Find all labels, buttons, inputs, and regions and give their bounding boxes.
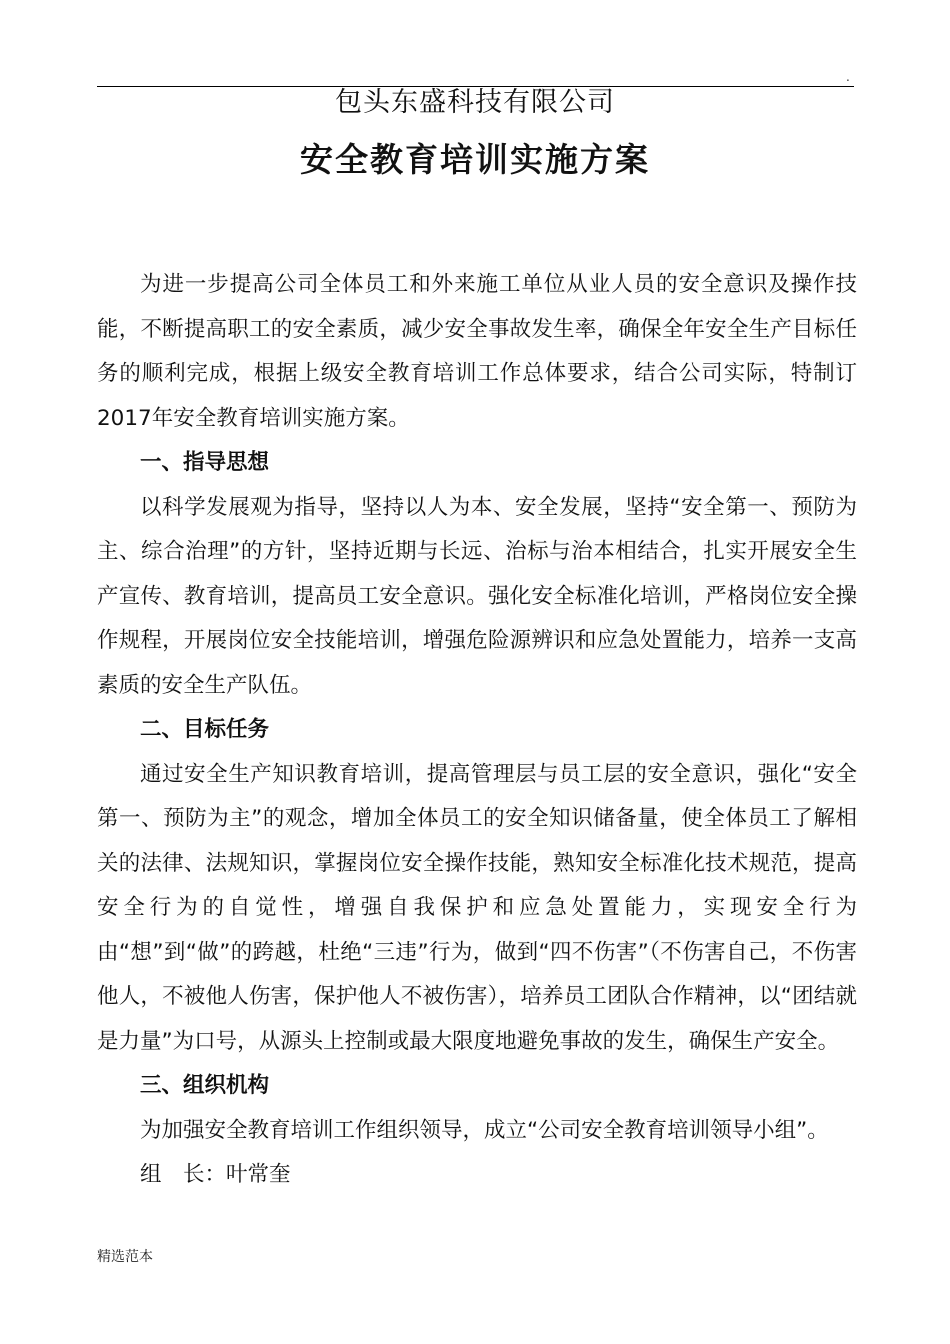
section-heading-goals: 二、目标任务 [140,717,270,742]
document-title: 安全教育培训实施方案 [300,140,650,179]
leader-line: 组 长：叶常奎 [140,1162,291,1187]
intro-paragraph: 为进一步提高公司全体员工和外来施工单位从业人员的安全意识及操作技能，不断提高职工的安全素质，减少安全事故发生率，确保全年安全生产目标任务的顺利完成，根据上级安全教育培训工作总体要求，结合公司实际，特制订2017年安全教育培训实施方案。 [97,272,857,431]
document-body [97,263,857,1198]
header-mark: . [846,70,850,84]
footer-note: 精选范本 [97,1249,153,1265]
section-text-organization: 为加强安全教育培训工作组织领导，成立“公司安全教育培训领导小组”。 [140,1117,829,1143]
section-text-goals: 通过安全生产知识教育培训，提高管理层与员工层的安全意识，强化“安全第一、预防为主”的观念，增加全体员工的安全知识储备量，使全体员工了解相关的法律、法规知识，掌握岗位安全操作技能，熟知安全标准化技术规范，提高安全行为的自觉性，增强自我保护和应急处置能力，实现安全行为由“想”到“做”的跨越，杜绝“三违”行为，做到“四不伤害”（不伤害自己，不伤害他人，不被他人伤害，保护他人不被伤害），培养员工团队合作精神，以“团结就是力量”为口号，从源头上控制或最大限度地避免事故的发生，确保生产安全。 [97,761,857,1054]
section-heading-organization: 三、组织机构 [140,1073,270,1098]
company-name: 包头东盛科技有限公司 [335,87,615,118]
section-text-guiding: 以科学发展观为指导，坚持以人为本、安全发展，坚持“安全第一、预防为主、综合治理”的方针，坚持近期与长远、治标与治本相结合，扎实开展安全生产宣传、教育培训，提高员工安全意识。强化安全标准化培训，严格岗位安全操作规程，开展岗位安全技能培训，增强危险源辨识和应急处置能力，培养一支高素质的安全生产队伍。 [97,494,857,698]
section-heading-guiding: 一、指导思想 [140,450,270,475]
